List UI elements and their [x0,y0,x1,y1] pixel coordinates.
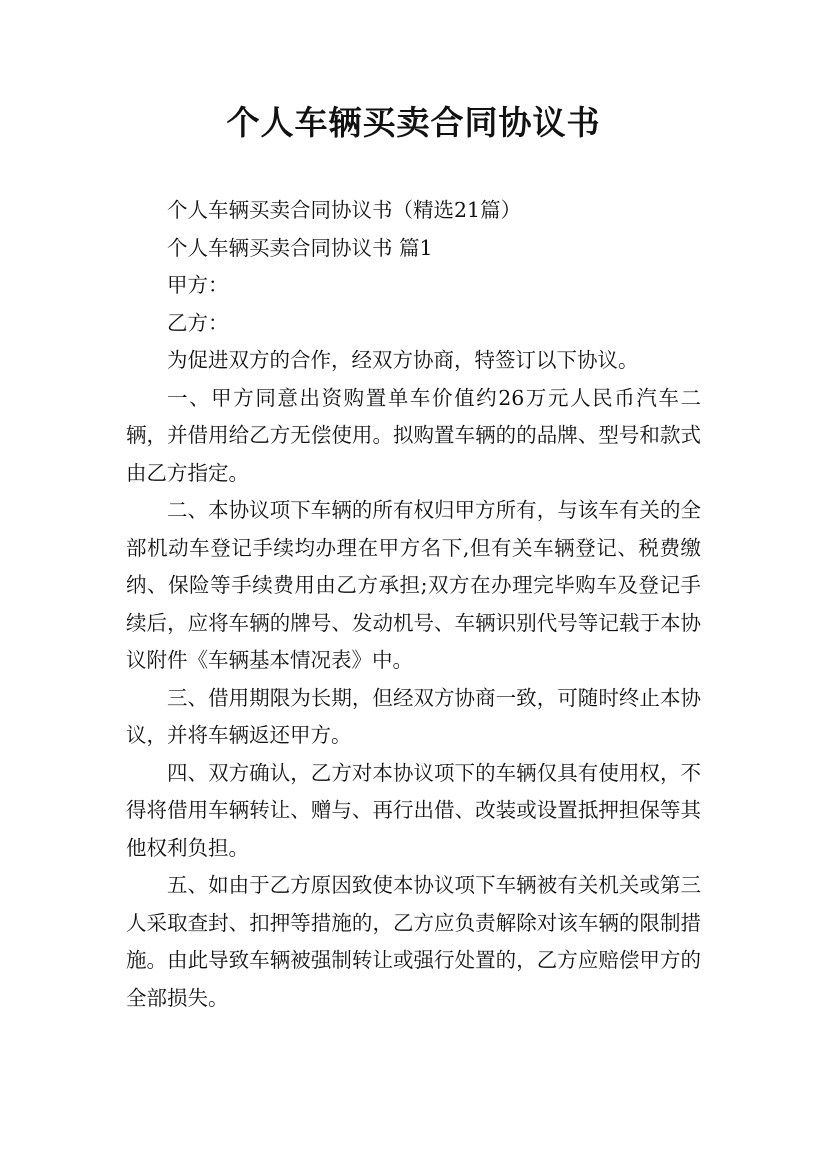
document-body [126,192,701,1017]
clause-1: 一、甲方同意出资购置单车价值约26万元人民币汽车二辆，并借用给乙方无偿使用。拟购置车辆的的品牌、型号和款式由乙方指定。 [126,385,701,485]
clause-4: 四、双方确认，乙方对本协议项下的车辆仅具有使用权，不得将借用车辆转让、赠与、再行出借、改装或设置抵押担保等其他权利负担。 [126,760,701,860]
party-a-line: 甲方： [167,273,229,297]
agreement-preamble: 为促进双方的合作，经双方协商，特签订以下协议。 [167,348,639,372]
clause-5: 五、如由于乙方原因致使本协议项下车辆被有关机关或第三人采取查封、扣押等措施的，乙方应负责解除对该车辆的限制措施。由此导致车辆被强制转让或强行处置的，乙方应赔偿甲方的全部损失。 [126,873,701,1010]
document-title: 个人车辆买卖合同协议书 [226,103,601,142]
party-b-line: 乙方： [167,310,229,335]
clause-3: 三、借用期限为长期，但经双方协商一致，可随时终止本协议，并将车辆返还甲方。 [126,685,701,747]
intro-line-collection-title: 个人车辆买卖合同协议书（精选21篇） [167,198,522,222]
clause-2: 二、本协议项下车辆的所有权归甲方所有，与该车有关的全部机动车登记手续均办理在甲方名下,但有关车辆登记、税费缴纳、保险等手续费用由乙方承担;双方在办理完毕购车及登记手续后，应将车辆的牌号、发动机号、车辆识别代号等记载于本协议附件《车辆基本情况表》中。 [126,498,701,672]
intro-line-section-title: 个人车辆买卖合同协议书 篇1 [167,235,433,260]
